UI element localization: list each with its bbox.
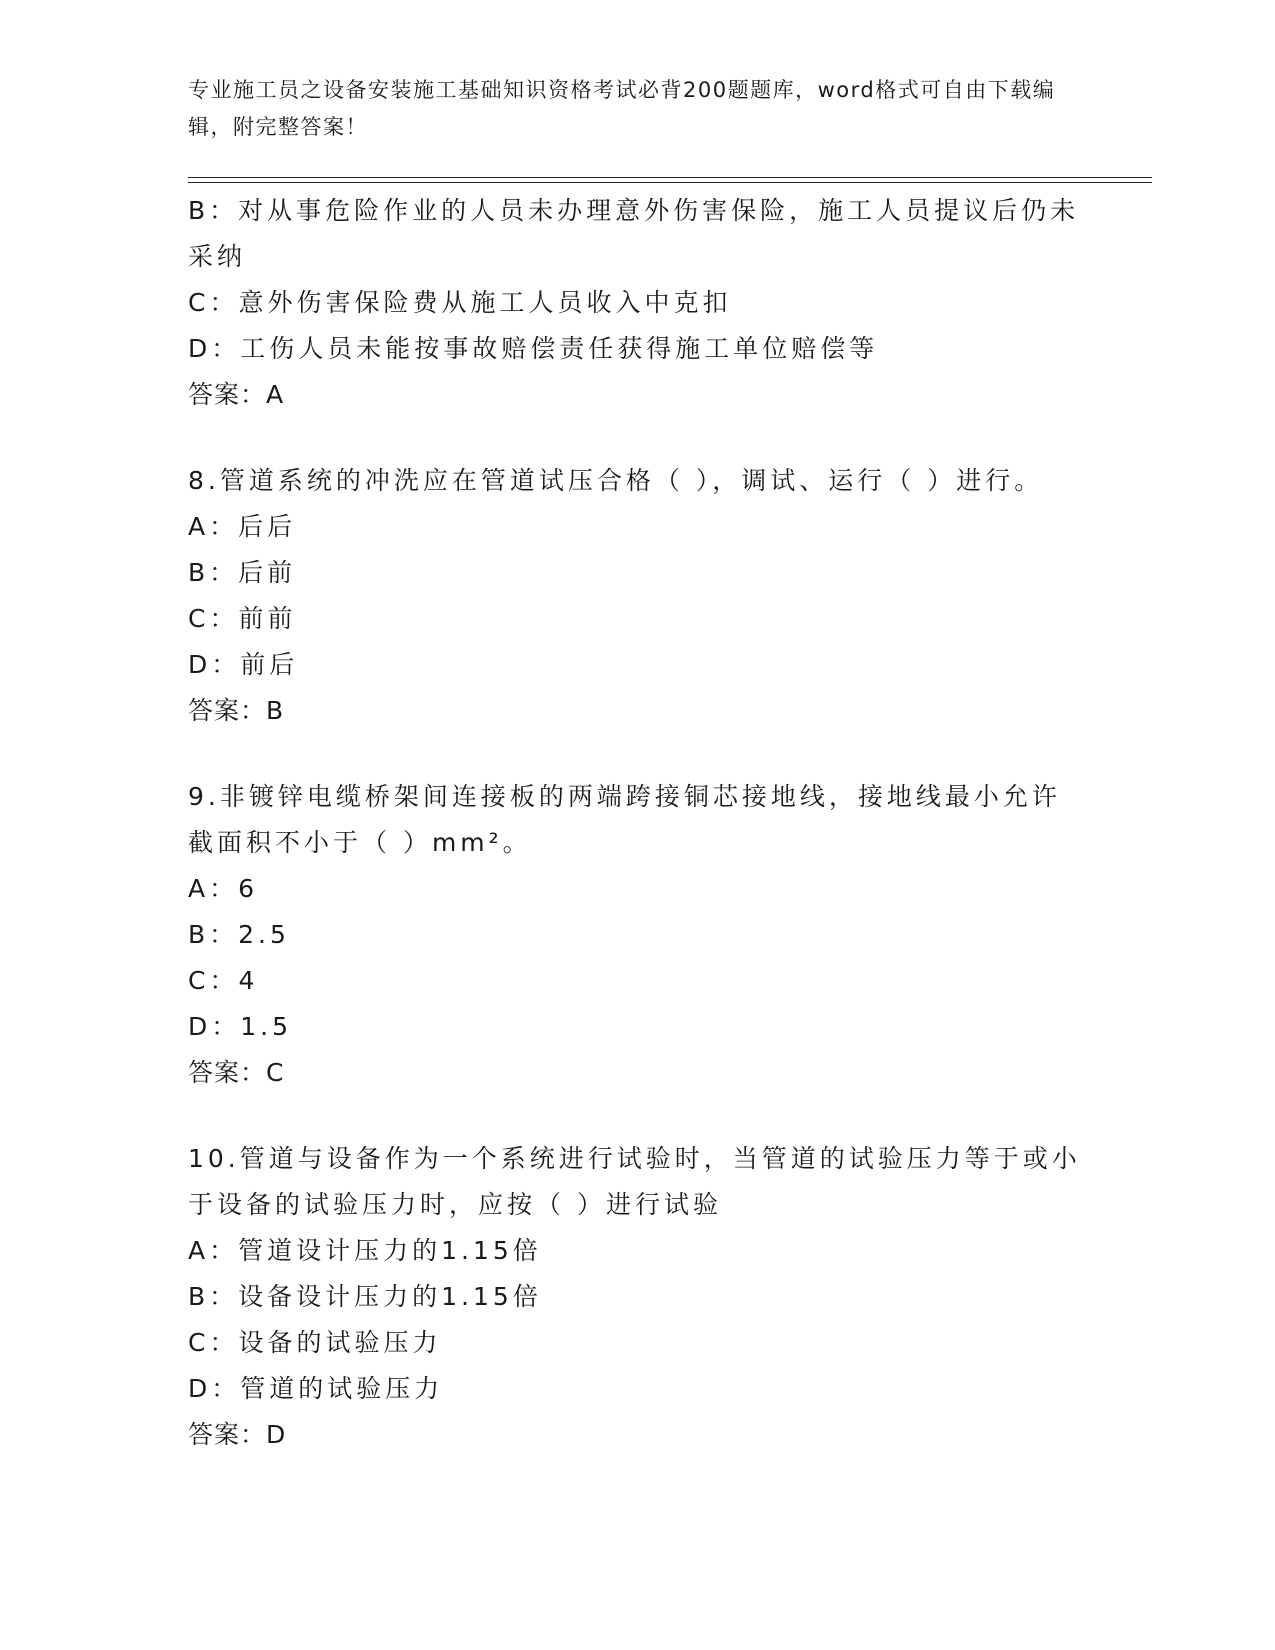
spacer — [188, 1096, 1088, 1136]
question-content — [188, 188, 1088, 1458]
answer-line — [188, 688, 1088, 734]
question-text: 9.非镀锌电缆桥架间连接板的两端跨接铜芯接地线，接地线最小允许截面积不小于（ ）mm²。 — [188, 782, 1061, 857]
option-b: B：后前 — [188, 558, 297, 587]
spacer — [188, 734, 1088, 774]
answer-label: 答案： — [188, 380, 267, 409]
option-c: C：设备的试验压力 — [188, 1328, 442, 1357]
answer-value: D — [266, 1420, 286, 1449]
document-header-title: 专业施工员之设备安装施工基础知识资格考试必背200题题库，word格式可自由下载编辑，附完整答案！ — [188, 78, 1056, 139]
option-d: D：1.5 — [188, 1012, 293, 1041]
option-c: C：前前 — [188, 604, 297, 633]
header-rule-bottom — [188, 182, 1152, 183]
option-a: A：管道设计压力的1.15倍 — [188, 1236, 542, 1265]
option-b: B：设备设计压力的1.15倍 — [188, 1282, 542, 1311]
question-10 — [188, 1136, 1088, 1458]
answer-label: 答案： — [188, 1058, 267, 1087]
question-9 — [188, 774, 1088, 1096]
question-text: 8.管道系统的冲洗应在管道试压合格（ ），调试、运行（ ）进行。 — [188, 466, 1044, 495]
answer-line — [188, 1412, 1088, 1458]
option-b: B：2.5 — [188, 920, 290, 949]
option-d: D：前后 — [188, 650, 299, 679]
answer-value: B — [266, 696, 284, 725]
option-d: D：工伤人员未能按事故赔偿责任获得施工单位赔偿等 — [188, 334, 879, 363]
answer-value: C — [266, 1058, 284, 1087]
option-b: B：对从事危险作业的人员未办理意外伤害保险，施工人员提议后仍未采纳 — [188, 196, 1080, 271]
option-d: D：管道的试验压力 — [188, 1374, 444, 1403]
question-7-continuation — [188, 188, 1088, 418]
option-c: C：意外伤害保险费从施工人员收入中克扣 — [188, 288, 732, 317]
answer-value: A — [266, 380, 284, 409]
answer-label: 答案： — [188, 1420, 267, 1449]
spacer — [188, 418, 1088, 458]
option-c: C：4 — [188, 966, 259, 995]
header-rule-top — [188, 177, 1152, 178]
answer-line — [188, 1050, 1088, 1096]
question-text: 10.管道与设备作为一个系统进行试验时，当管道的试验压力等于或小于设备的试验压力时，应按（ ）进行试验 — [188, 1144, 1081, 1219]
option-a: A：6 — [188, 874, 259, 903]
option-a: A：后后 — [188, 512, 297, 541]
answer-label: 答案： — [188, 696, 267, 725]
question-8 — [188, 458, 1088, 734]
answer-line — [188, 372, 1088, 418]
